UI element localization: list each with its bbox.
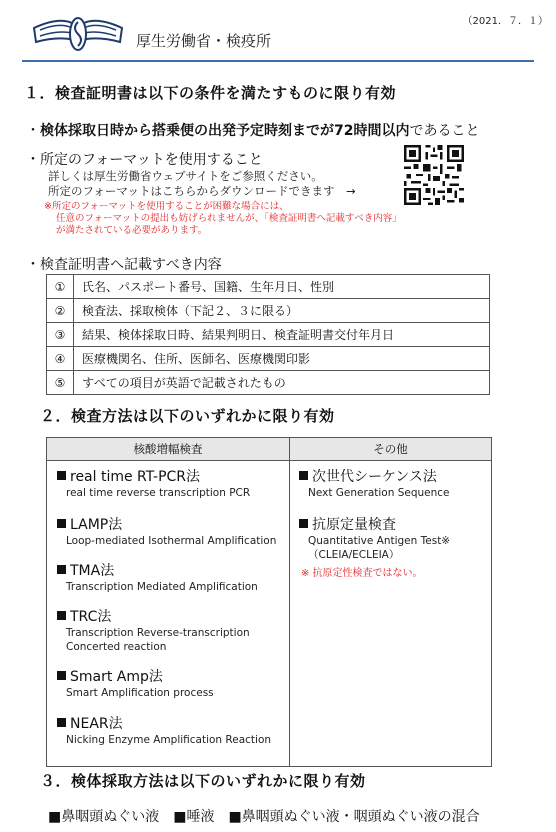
format-note-line2: 任意のフォーマットの提出も妨げられませんが、「検査証明書へ記載すべき内容」: [56, 213, 402, 224]
method-near: [57, 713, 271, 747]
column-divider: [289, 438, 290, 766]
column-header-nucleic-acid: 核酸増幅検査: [47, 438, 289, 461]
item-number: ③: [47, 323, 74, 347]
square-bullet-icon: [57, 718, 66, 727]
square-bullet-icon: [57, 519, 66, 528]
method-name: Smart Amp法: [70, 669, 163, 685]
required-contents-table: [46, 274, 490, 395]
method-description: Transcription Reverse-transcription: [66, 627, 250, 639]
method-name: 次世代シーケンス法: [312, 469, 437, 485]
format-note-line1: ※所定のフォーマットを使用することが困難な場合には、: [44, 201, 289, 212]
method-ngs: [299, 466, 450, 500]
square-bullet-icon: [299, 471, 308, 480]
method-lamp: [57, 514, 276, 548]
method-name: real time RT-PCR法: [70, 469, 201, 485]
method-description: Transcription Mediated Amplification: [66, 581, 258, 593]
condition-72h-rest: であること: [409, 123, 480, 139]
specimen-options: ■鼻咽頭ぬぐい液 ■唾液 ■鼻咽頭ぬぐい液・咽頭ぬぐい液の混合: [48, 809, 480, 825]
table-row: [47, 347, 490, 371]
column-header-other: その他: [290, 438, 491, 461]
table-row: [47, 275, 490, 299]
method-description: Loop-mediated Isothermal Amplification: [66, 535, 277, 547]
method-name: TMA法: [70, 563, 115, 579]
section1-title: １．検査証明書は以下の条件を満たすものに限り有効: [24, 84, 397, 102]
square-bullet-icon: [57, 471, 66, 480]
table-row: [47, 323, 490, 347]
method-name: LAMP法: [70, 517, 123, 533]
method-description: Nicking Enzyme Amplification Reaction: [66, 734, 272, 746]
square-bullet-icon: [57, 611, 66, 620]
table-row: [47, 299, 490, 323]
issue-date: （2021．７．１）: [462, 16, 548, 27]
header-divider: [22, 60, 534, 62]
item-text: 結果、検体採取日時、結果判明日、検査証明書交付年月日: [74, 323, 490, 347]
item-text: 氏名、パスポート番号、国籍、生年月日、性別: [74, 275, 490, 299]
method-name: NEAR法: [70, 716, 123, 732]
method-description: Quantitative Antigen Test※: [308, 535, 451, 547]
item-number: ⑤: [47, 371, 74, 395]
item-text: 医療機関名、住所、医師名、医療機関印影: [74, 347, 490, 371]
quarantine-logo-icon: [30, 14, 126, 56]
method-tma: [57, 560, 258, 594]
format-note-line3: が満たされている必要があります。: [56, 225, 208, 236]
method-description: Smart Amplification process: [66, 687, 214, 699]
square-bullet-icon: [299, 519, 308, 528]
method-description: Next Generation Sequence: [308, 487, 450, 499]
condition-72h: [26, 120, 479, 140]
item-number: ①: [47, 275, 74, 299]
antigen-note-text: ※ 抗原定性検査ではない。: [301, 568, 423, 579]
method-antigen-quantitative: [299, 514, 450, 562]
test-methods-table: [46, 437, 492, 767]
item-text: すべての項目が英語で記載されたもの: [74, 371, 490, 395]
condition-72h-bold: 検体採取日時から搭乗便の出発予定時刻までが72時間以内: [40, 123, 410, 139]
method-description-line2: Concerted reaction: [66, 641, 167, 653]
method-smart-amp: [57, 666, 214, 700]
table-row: [47, 371, 490, 395]
item-number: ④: [47, 347, 74, 371]
section2-title: ２．検査方法は以下のいずれかに限り有効: [40, 407, 335, 425]
qr-code-icon[interactable]: [404, 145, 464, 205]
section3-title: ３．検体採取方法は以下のいずれかに限り有効: [40, 772, 366, 790]
item-number: ②: [47, 299, 74, 323]
bullet-prefix: ・: [26, 123, 40, 139]
method-description: real time reverse transcription PCR: [66, 487, 251, 499]
method-rt-pcr: [57, 466, 250, 500]
format-detail-website: 詳しくは厚生労働省ウェブサイトをご参照ください。: [48, 169, 323, 183]
item-text: 検査法、採取検体（下記２、３に限る）: [74, 299, 490, 323]
method-trc: [57, 606, 250, 654]
condition-format: ・所定のフォーマットを使用すること: [26, 152, 263, 168]
organization-name: 厚生労働省・検疫所: [136, 32, 272, 50]
required-contents-heading: ・検査証明書へ記載すべき内容: [26, 257, 222, 273]
square-bullet-icon: [57, 565, 66, 574]
antigen-note: [301, 568, 423, 580]
method-name: TRC法: [70, 609, 112, 625]
format-download-link[interactable]: 所定のフォーマットはこちらからダウンロードできます →: [48, 184, 356, 198]
method-name: 抗原定量検査: [312, 517, 396, 533]
method-description-line2: （CLEIA/ECLEIA）: [308, 549, 400, 561]
square-bullet-icon: [57, 671, 66, 680]
